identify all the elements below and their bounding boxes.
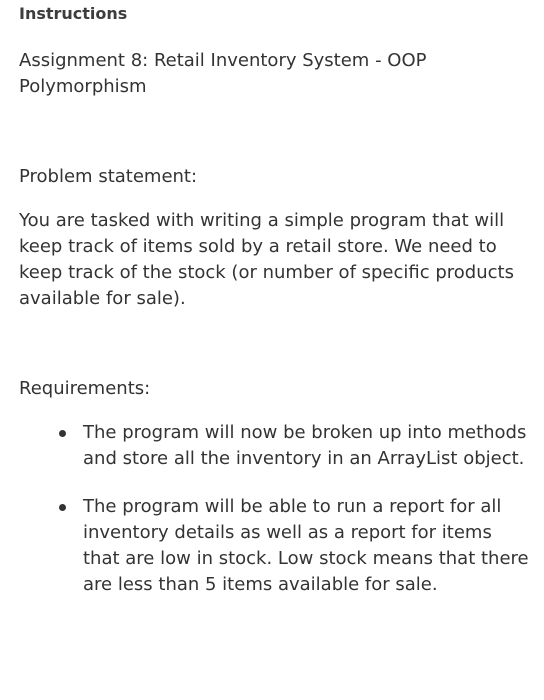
requirement-item <box>83 494 534 598</box>
requirement-item <box>83 420 534 472</box>
problem-statement-label: Problem statement: <box>19 166 198 187</box>
requirement-text: The program will now be broken up into methods and store all the inventory in an ArrayList object. <box>83 422 527 469</box>
requirements-label: Requirements: <box>19 378 151 399</box>
problem-statement-text: You are tasked with writing a simple program that will keep track of items sold by a retail store. We need to keep track of the stock (or number of specific products available for sale). <box>19 210 514 309</box>
instructions-heading: Instructions <box>19 4 128 23</box>
requirements-list <box>19 420 534 598</box>
bullet-icon <box>59 430 66 437</box>
bullet-icon <box>59 504 66 511</box>
requirement-text: The program will be able to run a report for all inventory details as well as a report for items that are low in stock. Low stock means that there are less than 5 items available for sale. <box>83 496 529 595</box>
instructions-content <box>19 48 534 620</box>
assignment-title: Assignment 8: Retail Inventory System - OOP Polymorphism <box>19 50 427 97</box>
